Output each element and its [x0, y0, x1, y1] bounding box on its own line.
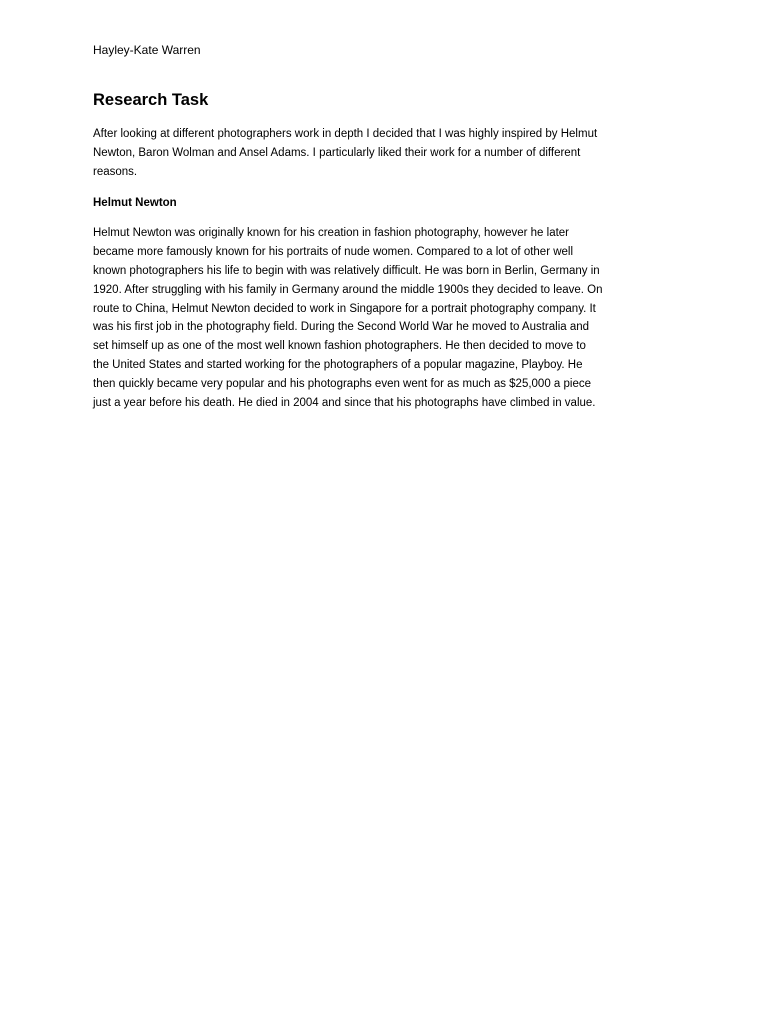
- paragraph-line: was his first job in the photography field. During the Second World War he moved to Australia and: [93, 321, 590, 334]
- intro-paragraph: [93, 125, 683, 182]
- paragraph-line: known photographers his life to begin with was relatively difficult. He was born in Berlin, Germany in: [93, 264, 600, 277]
- paragraph-line: Helmut Newton was originally known for his creation in fashion photography, however he later: [93, 227, 570, 239]
- paragraph-line: became more famously known for his portraits of nude women. Compared to a lot of other well: [93, 245, 574, 258]
- paragraph-line: route to China, Helmut Newton decided to work in Singapore for a portrait photography company. It: [93, 302, 596, 315]
- author-name: Hayley-Kate Warren: [93, 43, 201, 57]
- paragraph-line: set himself up as one of the most well known fashion photographers. He then decided to move to: [93, 340, 586, 353]
- paragraph-line: the United States and started working for the photographers of a popular magazine, Playboy. He: [93, 359, 583, 372]
- paragraph-line: 1920. After struggling with his family in Germany around the middle 1900s they decided to leave. On: [93, 283, 603, 296]
- document-title: Research Task: [93, 91, 209, 109]
- paragraph-line: Newton, Baron Wolman and Ansel Adams. I particularly liked their work for a number of different: [93, 146, 581, 159]
- paragraph-line: then quickly became very popular and his photographs even went for as much as $25,000 a piece: [93, 378, 592, 391]
- paragraph-line: reasons.: [93, 165, 138, 178]
- section-heading: Helmut Newton: [93, 197, 177, 209]
- paragraph-line: just a year before his death. He died in 2004 and since that his photographs have climbed in value.: [93, 397, 596, 410]
- biography-paragraph: [93, 224, 683, 413]
- paragraph-line: After looking at different photographers work in depth I decided that I was highly inspired by Helmut: [93, 128, 598, 140]
